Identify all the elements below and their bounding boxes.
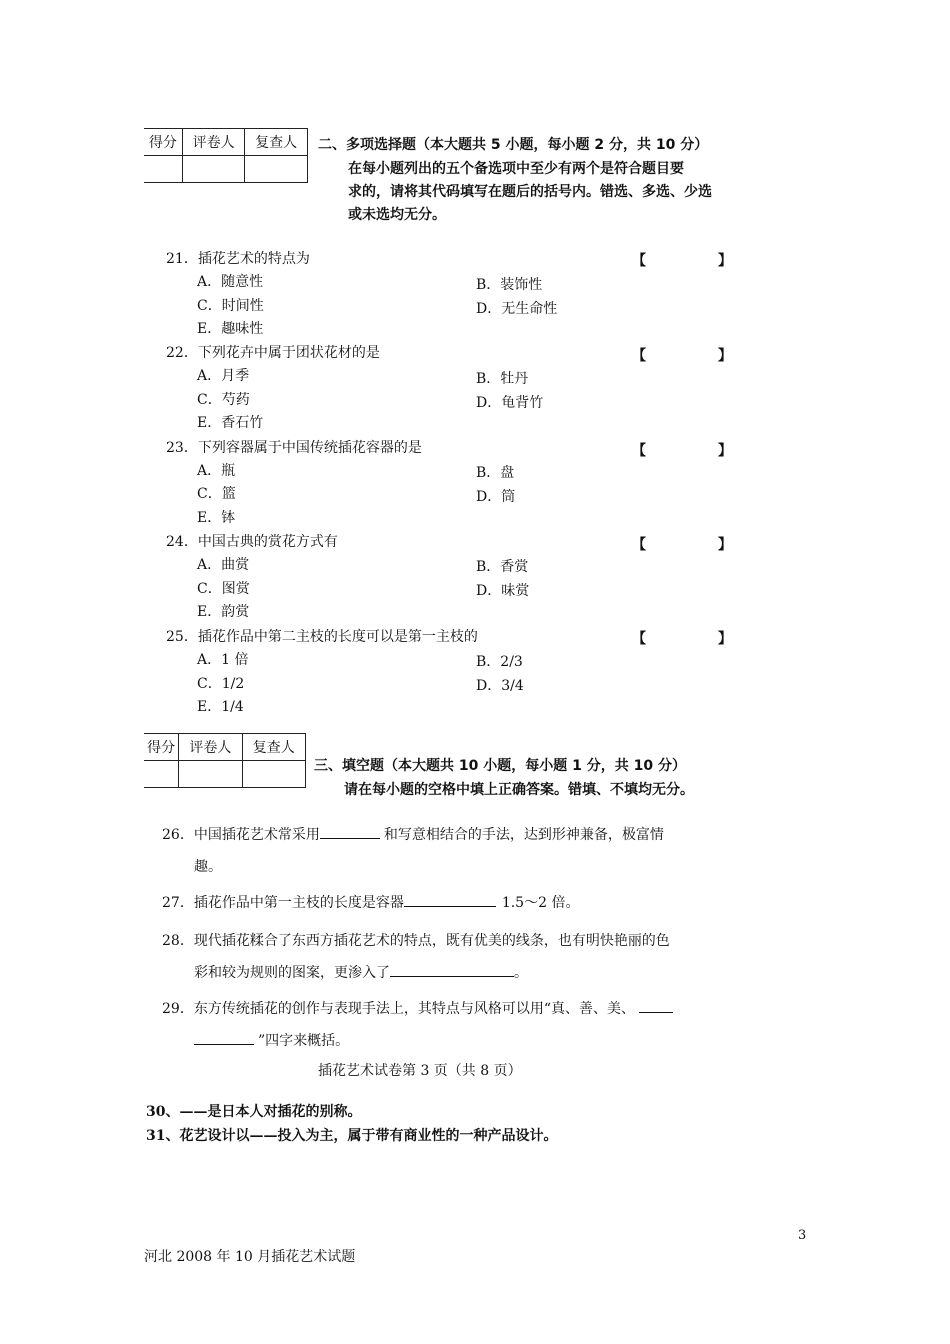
question-29-text-a: 29．东方传统插花的创作与表现手法上，其特点与风格可以用“真、善、美、 bbox=[162, 1001, 635, 1017]
question-30: 30、——是日本人对插花的别称。 bbox=[146, 1104, 362, 1120]
score-header-reviewer: 复查人 bbox=[242, 734, 305, 761]
question-29-line2 bbox=[194, 1030, 349, 1050]
question-23-bracket-open: 【 bbox=[632, 443, 646, 459]
question-22-bracket-open: 【 bbox=[632, 348, 646, 364]
question-23-option-d[interactable]: D．筒 bbox=[476, 489, 516, 505]
question-28-text-a: 28．现代插花糅合了东西方插花艺术的特点，既有优美的线条，也有明快艳丽的色 bbox=[162, 933, 670, 949]
score-cell-score[interactable] bbox=[144, 761, 179, 788]
question-24-option-b[interactable]: B．香赏 bbox=[476, 559, 529, 575]
section3-heading: 三、填空题（本大题共 10 小题，每小题 1 分，共 10 分） bbox=[314, 758, 686, 774]
question-23-option-c[interactable]: C．篮 bbox=[197, 486, 236, 502]
question-23-stem: 23．下列容器属于中国传统插花容器的是 bbox=[166, 440, 422, 456]
question-23-bracket-close: 】 bbox=[718, 443, 732, 459]
footer-title: 河北 2008 年 10 月插花艺术试题 bbox=[144, 1249, 356, 1265]
question-24-option-a[interactable]: A．曲赏 bbox=[197, 557, 250, 573]
question-24-stem: 24．中国古典的赏花方式有 bbox=[166, 534, 338, 550]
question-22-option-b[interactable]: B．牡丹 bbox=[476, 371, 529, 387]
question-24-option-c[interactable]: C．图赏 bbox=[197, 581, 250, 597]
score-box-section3 bbox=[144, 733, 306, 788]
question-29-blank-part1[interactable] bbox=[639, 1012, 673, 1013]
question-26-blank[interactable] bbox=[320, 838, 380, 839]
question-24-option-e[interactable]: E．韵赏 bbox=[197, 604, 250, 620]
score-header-score: 得分 bbox=[144, 129, 182, 156]
question-26-line1 bbox=[162, 824, 664, 844]
question-22-option-d[interactable]: D．龟背竹 bbox=[476, 395, 544, 411]
question-24-option-d[interactable]: D．味赏 bbox=[476, 583, 530, 599]
question-22-option-c[interactable]: C．芍药 bbox=[197, 392, 250, 408]
question-25-bracket-open: 【 bbox=[632, 631, 646, 647]
question-31: 31、花艺设计以——投入为主，属于带有商业性的一种产品设计。 bbox=[146, 1128, 558, 1144]
question-28-text-c: 。 bbox=[514, 965, 528, 981]
section2-desc-line2: 求的，请将其代码填写在题后的括号内。错选、多选、少选 bbox=[348, 184, 712, 200]
question-23-option-a[interactable]: A．瓶 bbox=[197, 463, 236, 479]
score-header-reviewer: 复查人 bbox=[245, 129, 308, 156]
score-header-grader: 评卷人 bbox=[182, 129, 245, 156]
question-25-option-e[interactable]: E．1/4 bbox=[197, 699, 244, 715]
section2-desc-line3: 或未选均无分。 bbox=[348, 207, 446, 223]
question-29-text-b: ”四字来概括。 bbox=[258, 1033, 350, 1049]
section2-heading: 二、多项选择题（本大题共 5 小题，每小题 2 分，共 10 分） bbox=[318, 137, 709, 153]
question-21-stem: 21．插花艺术的特点为 bbox=[166, 251, 310, 267]
question-25-option-a[interactable]: A．1 倍 bbox=[197, 652, 249, 668]
question-24-bracket-open: 【 bbox=[632, 537, 646, 553]
question-27-text-b: 1.5～2 倍。 bbox=[501, 895, 580, 911]
question-22-bracket-close: 】 bbox=[718, 348, 732, 364]
question-21-option-a[interactable]: A．随意性 bbox=[197, 274, 264, 290]
question-22-stem: 22．下列花卉中属于团状花材的是 bbox=[166, 345, 380, 361]
question-27-line bbox=[162, 892, 579, 912]
question-29-line1 bbox=[162, 998, 673, 1018]
question-26-text-a: 26．中国插花艺术常采用 bbox=[162, 827, 320, 843]
score-cell-reviewer[interactable] bbox=[245, 156, 308, 183]
section3-desc: 请在每小题的空格中填上正确答案。错填、不填均无分。 bbox=[344, 782, 694, 798]
question-21-bracket-open: 【 bbox=[632, 253, 646, 269]
question-27-text-a: 27．插花作品中第一主枝的长度是容器 bbox=[162, 895, 404, 911]
page-number: 3 bbox=[798, 1228, 807, 1243]
page-caption: 插花艺术试卷第 3 页（共 8 页） bbox=[318, 1063, 522, 1079]
question-21-option-d[interactable]: D．无生命性 bbox=[476, 301, 558, 317]
question-28-text-b: 彩和较为规则的图案，更渗入了 bbox=[194, 965, 390, 981]
question-25-stem: 25．插花作品中第二主枝的长度可以是第一主枝的 bbox=[166, 629, 478, 645]
question-26-text-c: 趣。 bbox=[194, 859, 222, 875]
section2-desc-line1: 在每小题列出的五个备选项中至少有两个是符合题目要 bbox=[348, 161, 684, 177]
question-21-bracket-close: 】 bbox=[718, 253, 732, 269]
question-29-blank-part2[interactable] bbox=[194, 1044, 254, 1045]
question-21-option-b[interactable]: B．装饰性 bbox=[476, 277, 543, 293]
question-21-option-c[interactable]: C．时间性 bbox=[197, 298, 264, 314]
score-cell-grader[interactable] bbox=[182, 156, 245, 183]
question-22-option-e[interactable]: E．香石竹 bbox=[197, 415, 264, 431]
score-cell-reviewer[interactable] bbox=[242, 761, 305, 788]
question-22-option-a[interactable]: A．月季 bbox=[197, 368, 250, 384]
question-28-line2 bbox=[194, 962, 528, 982]
score-box-section2 bbox=[144, 128, 308, 183]
question-24-bracket-close: 】 bbox=[718, 537, 732, 553]
question-23-option-b[interactable]: B．盘 bbox=[476, 465, 515, 481]
question-23-option-e[interactable]: E．钵 bbox=[197, 510, 236, 526]
question-28-blank[interactable] bbox=[390, 976, 514, 977]
question-27-blank[interactable] bbox=[404, 906, 496, 907]
score-cell-score[interactable] bbox=[144, 156, 182, 183]
score-header-grader: 评卷人 bbox=[179, 734, 242, 761]
question-25-option-b[interactable]: B．2/3 bbox=[476, 654, 523, 670]
question-26-text-b: 和写意相结合的手法，达到形神兼备，极富情 bbox=[383, 827, 664, 843]
score-header-score: 得分 bbox=[144, 734, 179, 761]
question-25-bracket-close: 】 bbox=[718, 631, 732, 647]
question-21-option-e[interactable]: E．趣味性 bbox=[197, 321, 264, 337]
question-25-option-d[interactable]: D．3/4 bbox=[476, 678, 524, 694]
question-25-option-c[interactable]: C．1/2 bbox=[197, 676, 245, 692]
score-cell-grader[interactable] bbox=[179, 761, 242, 788]
